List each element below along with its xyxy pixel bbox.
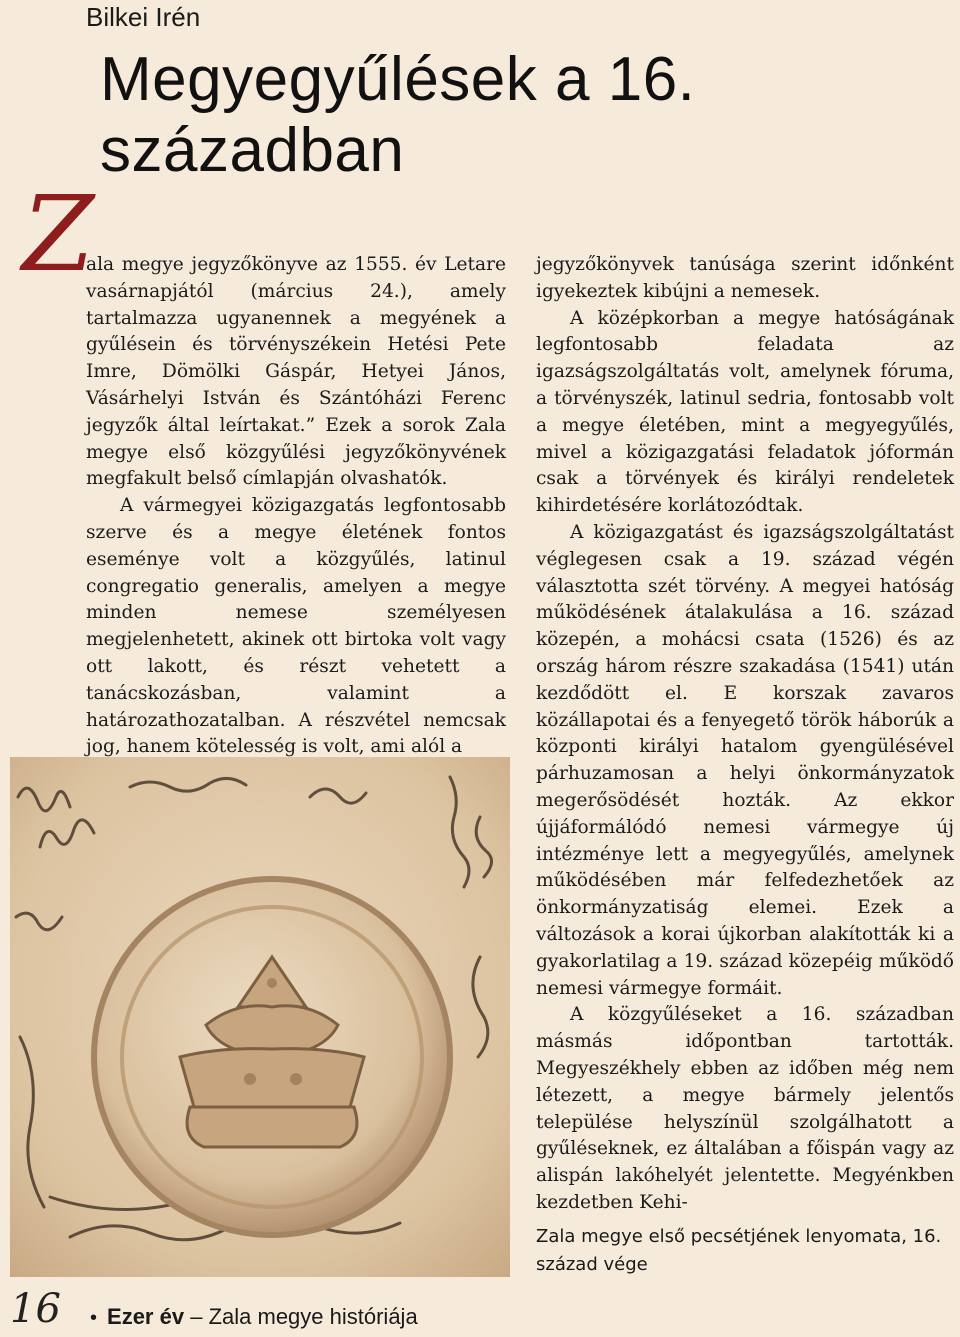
left-column <box>86 252 506 761</box>
running-footer <box>90 1304 418 1330</box>
publication-name: Ezer év <box>107 1304 185 1329</box>
paragraph-body: jegyzőkönyvek tanúsága szerint időnként igyekeztek kibújni a nemesek. <box>536 254 954 302</box>
author-name: Bilkei Irén <box>86 2 201 32</box>
paragraph-body: A közigazgatást és igazságszolgáltatást véglegesen csak a 19. század végén választotta szét törvény. A megyei hatóság működésének átalakulása a 16. század közepén, a mohácsi csata (1526) és az ország három részre szakadása (1541) után kezdődött el. E korszak zavaros közállapotai és a fenyegető török háborúk a központi királyi hatalom gyengülésével párhuzamosan a helyi önkormányzatok megerősödését hozták. Az ekkor újjáformálódó nemesi vármegye új intézménye lett a megyegyűlés, amelynek működésében már felfedezhetőek az önkormányzatiság elemei. Ezek a változások a korai újkorban alakították ki a gyakorlatilag a 19. század közepéig működő nemesi vármegye formáit. <box>536 521 954 999</box>
seal-photo <box>10 757 510 1277</box>
paragraph-body: A közgyűléseket a 16. században másmás időpontban tartották. Megyeszékhely ebben az időben még nem létezett, a megye bármely jelentős települése helyszínül szolgálhatott a gyűléseknek, ez általában a főispán vagy az alispán lakóhelyét jelentette. Megyénkben kezdetben Kehi- <box>536 1004 954 1213</box>
paragraph-intro: ala megye jegyzőkönyve az 1555. év Letare vasárnapjától (március 24.), amely tartalmazza ugyanennek a megyének a gyűlésein és törvényszékein Hetési Pete Imre, Dömölki Gáspár, Hetyei János, Vásárhelyi István és Szántóházi Ferenc jegyzők által leírtakat.” Ezek a sorok Zala megye első közgyűlési jegyzőkönyvének megfakult belső címlapján olvashatók. <box>86 254 506 490</box>
page-number: 16 <box>10 1286 61 1332</box>
figure-caption: Zala megye első pecsétjének lenyomata, 16. század vége <box>536 1226 942 1275</box>
paragraph-body: A középkorban a megye hatóságának legfontosabb feladata az igazságszolgáltatás volt, amelynek fóruma, a törvényszék, latinul sedria, fontosabb volt a megye életében, mint a megyegyűlés, mivel a közigazgatási feladatok jóformán csak a törvények és királyi rendeletek kihirdetésére korlátozódtak. <box>536 307 954 517</box>
footer-dash: – <box>190 1304 203 1329</box>
series-title: Zala megye históriája <box>208 1304 418 1329</box>
right-column <box>536 252 954 1217</box>
wax-seal-image <box>10 757 510 1277</box>
article-title: Megyegyűlések a 16. században <box>100 45 696 185</box>
bullet-icon: • <box>90 1307 98 1329</box>
drop-cap: Z <box>22 173 95 295</box>
paragraph-body: A vármegyei közigazgatás legfontosabb szerve és a megye életének fontos eseménye volt a közgyűlés, latinul congregatio generalis, amelyen a megye minden nemese személyesen megjelenhetett, akinek ott birtoka volt vagy ott lakott, és részt vehetett a tanácskozásban, valamint a határozathozatalban. A részvétel nemcsak jog, hanem kötelesség is volt, ami alól a <box>86 495 506 758</box>
